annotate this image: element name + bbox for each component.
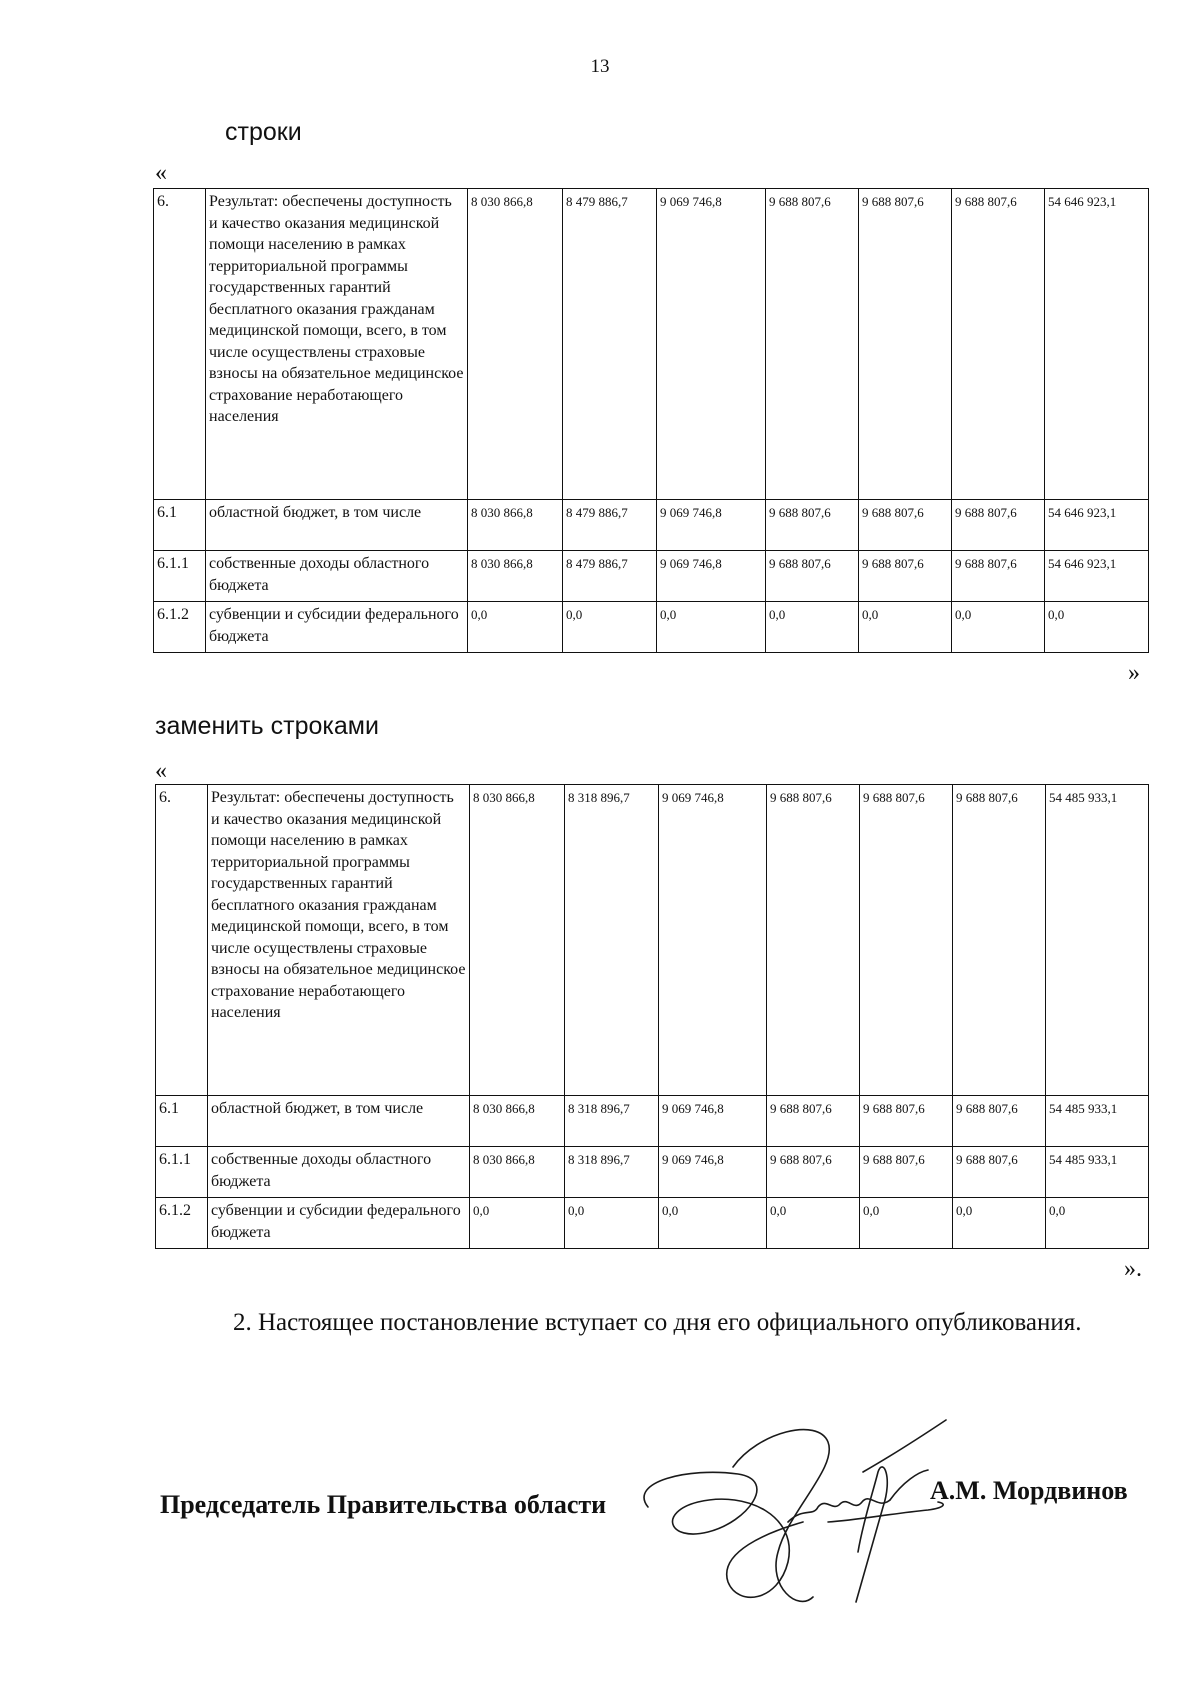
value-cell: 9 069 746,8 (657, 500, 766, 551)
value-cell: 9 688 807,6 (766, 500, 859, 551)
value-cell: 9 688 807,6 (766, 551, 859, 602)
value-cell: 8 479 886,7 (563, 500, 657, 551)
row-label: областной бюджет, в том числе (208, 1096, 470, 1147)
value-cell: 0,0 (565, 1198, 659, 1249)
value-cell: 0,0 (563, 602, 657, 653)
row-label: собственные доходы областного бюджета (208, 1147, 470, 1198)
value-cell: 9 688 807,6 (952, 551, 1045, 602)
value-cell: 9 688 807,6 (859, 551, 952, 602)
open-quote-old: « (155, 160, 167, 186)
value-cell: 8 318 896,7 (565, 785, 659, 1096)
value-cell: 9 688 807,6 (860, 1147, 953, 1198)
table-row (156, 1198, 1149, 1249)
table-row (156, 1147, 1149, 1198)
total-cell: 0,0 (1045, 602, 1149, 653)
value-cell: 9 069 746,8 (657, 551, 766, 602)
value-cell: 9 688 807,6 (766, 189, 859, 500)
total-cell: 54 485 933,1 (1046, 1096, 1149, 1147)
value-cell: 9 688 807,6 (859, 500, 952, 551)
row-number: 6.1 (156, 1096, 208, 1147)
value-cell: 9 688 807,6 (953, 785, 1046, 1096)
row-number: 6. (156, 785, 208, 1096)
value-cell: 8 030 866,8 (468, 500, 563, 551)
value-cell: 9 069 746,8 (659, 785, 767, 1096)
value-cell: 9 688 807,6 (953, 1096, 1046, 1147)
table-row (156, 1096, 1149, 1147)
table-row (154, 500, 1149, 551)
value-cell: 8 318 896,7 (565, 1096, 659, 1147)
total-cell: 54 646 923,1 (1045, 189, 1149, 500)
value-cell: 0,0 (470, 1198, 565, 1249)
value-cell: 0,0 (859, 602, 952, 653)
signatory-name: А.М. Мордвинов (930, 1476, 1128, 1505)
value-cell: 0,0 (468, 602, 563, 653)
value-cell: 0,0 (767, 1198, 860, 1249)
handwritten-signature (628, 1412, 958, 1622)
table-new (155, 784, 1149, 1249)
value-cell: 0,0 (953, 1198, 1046, 1249)
value-cell: 8 030 866,8 (468, 189, 563, 500)
total-cell: 54 485 933,1 (1046, 1147, 1149, 1198)
value-cell: 0,0 (766, 602, 859, 653)
value-cell: 9 688 807,6 (860, 785, 953, 1096)
row-label: субвенции и субсидии федерального бюджета (208, 1198, 470, 1249)
value-cell: 8 030 866,8 (470, 1147, 565, 1198)
value-cell: 0,0 (860, 1198, 953, 1249)
value-cell: 8 030 866,8 (468, 551, 563, 602)
open-quote-new: « (155, 758, 167, 784)
value-cell: 0,0 (952, 602, 1045, 653)
value-cell: 9 688 807,6 (859, 189, 952, 500)
table-old (153, 188, 1149, 653)
value-cell: 8 479 886,7 (563, 189, 657, 500)
intro-new-rows: заменить строками (155, 712, 379, 740)
close-quote-new: ». (1124, 1256, 1142, 1282)
intro-old-rows: строки (225, 118, 302, 146)
total-cell: 54 646 923,1 (1045, 551, 1149, 602)
row-number: 6.1 (154, 500, 206, 551)
row-label: субвенции и субсидии федерального бюджета (206, 602, 468, 653)
row-number: 6. (154, 189, 206, 500)
value-cell: 8 030 866,8 (470, 785, 565, 1096)
value-cell: 9 688 807,6 (767, 1096, 860, 1147)
table-row (154, 602, 1149, 653)
value-cell: 0,0 (659, 1198, 767, 1249)
table-row (154, 189, 1149, 500)
row-number: 6.1.2 (154, 602, 206, 653)
page-number: 13 (590, 56, 610, 77)
value-cell: 8 030 866,8 (470, 1096, 565, 1147)
row-number: 6.1.1 (156, 1147, 208, 1198)
close-quote-old: » (1128, 660, 1140, 686)
value-cell: 8 479 886,7 (563, 551, 657, 602)
value-cell: 9 069 746,8 (659, 1096, 767, 1147)
value-cell: 9 688 807,6 (952, 189, 1045, 500)
value-cell: 9 688 807,6 (953, 1147, 1046, 1198)
paragraph-effective-date: 2. Настоящее постановление вступает со дня его официального опубликования. (233, 1309, 1082, 1336)
total-cell: 54 646 923,1 (1045, 500, 1149, 551)
value-cell: 9 688 807,6 (952, 500, 1045, 551)
row-number: 6.1.2 (156, 1198, 208, 1249)
table-row (156, 785, 1149, 1096)
total-cell: 54 485 933,1 (1046, 785, 1149, 1096)
value-cell: 9 688 807,6 (767, 785, 860, 1096)
value-cell: 9 688 807,6 (767, 1147, 860, 1198)
value-cell: 9 688 807,6 (860, 1096, 953, 1147)
total-cell: 0,0 (1046, 1198, 1149, 1249)
value-cell: 9 069 746,8 (659, 1147, 767, 1198)
signatory-position: Председатель Правительства области (160, 1490, 607, 1519)
table-row (154, 551, 1149, 602)
value-cell: 9 069 746,8 (657, 189, 766, 500)
row-number: 6.1.1 (154, 551, 206, 602)
row-label: Результат: обеспечены доступность и качество оказания медицинской помощи населению в рамках территориальной программы государственных гарантий бесплатного оказания гражданам медицинской помощи, всего, в том числе осуществлены страховые взносы на обязательное медицинское страхование неработающего населения (206, 189, 468, 500)
value-cell: 8 318 896,7 (565, 1147, 659, 1198)
value-cell: 0,0 (657, 602, 766, 653)
row-label: Результат: обеспечены доступность и качество оказания медицинской помощи населению в рамках территориальной программы государственных гарантий бесплатного оказания гражданам медицинской помощи, всего, в том числе осуществлены страховые взносы на обязательное медицинское страхование неработающего населения (208, 785, 470, 1096)
row-label: собственные доходы областного бюджета (206, 551, 468, 602)
row-label: областной бюджет, в том числе (206, 500, 468, 551)
